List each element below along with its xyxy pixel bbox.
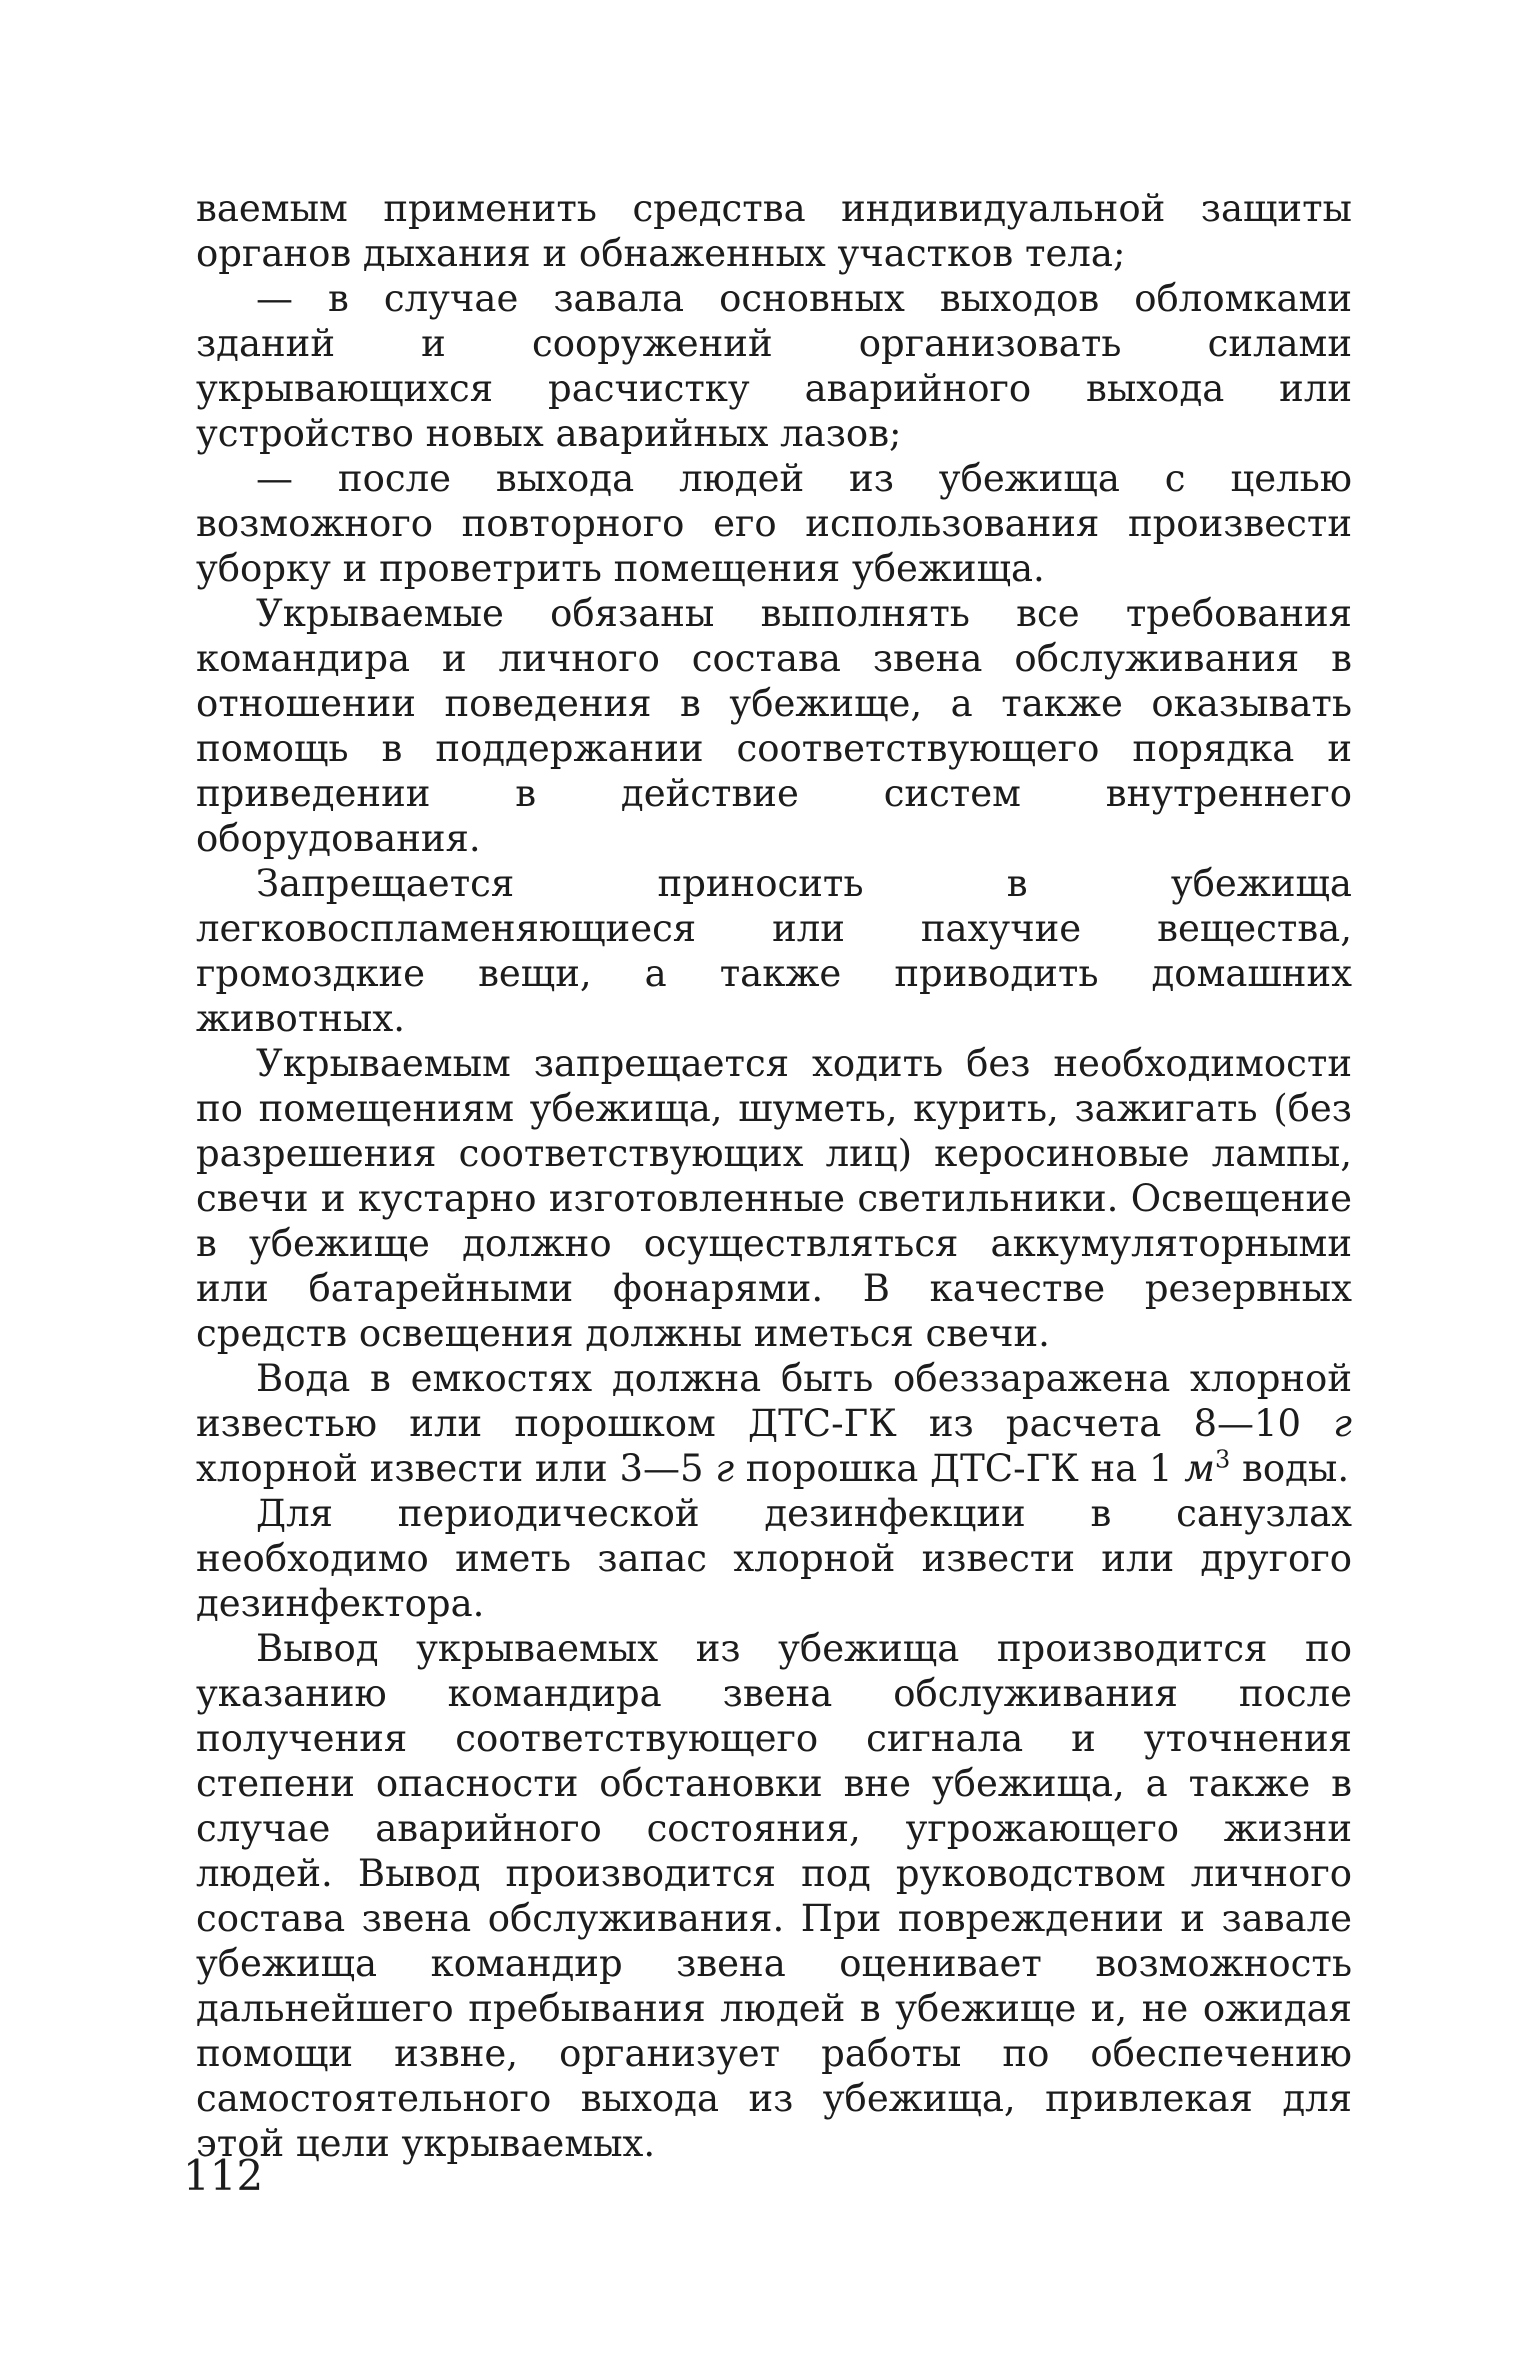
paragraph-7-part-c: порошка ДТС-ГК на 1 bbox=[734, 1447, 1185, 1490]
unit-gram-2: г bbox=[715, 1447, 735, 1490]
paragraph-7-part-b: хлорной извести или 3—5 bbox=[196, 1447, 716, 1490]
paragraph-7 bbox=[196, 1356, 1352, 1491]
paragraph-9: Вывод укрываемых из убежища производится по указанию командира звена обслуживания после получения соответствующего сигнала и уточнения степени опасности обстановки вне убежища, а также в случае аварийного состояния, угрожающего жизни людей. Вывод производится под руководством личного состава звена обслуживания. При повреждении и завале убежища командир звена оценивает возможность дальнейшего пребывания людей в убежище и, не ожидая помощи извне, организует работы по обеспечению самостоятельного выхода из убежища, привлекая для этой цели укрываемых. bbox=[196, 1627, 1352, 2165]
paragraph-1: ваемым применить средства индивидуальной защиты органов дыхания и обнаженных участков тела; bbox=[196, 187, 1352, 275]
paragraph-7-part-a: Вода в емкостях должна быть обеззаражена хлорной известью или порошком ДТС-ГК из расчета 8—10 bbox=[196, 1357, 1352, 1445]
paragraph-4: Укрываемые обязаны выполнять все требования командира и личного состава звена обслуживания в отношении поведения в убежище, а также оказывать помощь в поддержании соответствующего порядка и приведении в действие систем внутреннего оборудования. bbox=[196, 592, 1352, 860]
unit-gram-1: г bbox=[1333, 1402, 1352, 1445]
page-number: 112 bbox=[183, 2151, 264, 2200]
paragraph-7-part-d: воды. bbox=[1230, 1447, 1350, 1490]
paragraph-6: Укрываемым запрещается ходить без необходимости по помещениям убежища, шуметь, курить, зажигать (без разрешения соответствующих лиц) керосиновые лампы, свечи и кустарно изготовленные светильники. Освещение в убежище должно осуществляться аккумуляторными или батарейными фонарями. В качестве резервных средств освещения должны иметься свечи. bbox=[196, 1042, 1352, 1355]
page-body bbox=[196, 186, 1352, 2166]
paragraph-8: Для периодической дезинфекции в санузлах необходимо иметь запас хлорной извести или другого дезинфектора. bbox=[196, 1492, 1352, 1625]
unit-cubic-meter: м bbox=[1184, 1447, 1215, 1490]
paragraph-2: — в случае завала основных выходов обломками зданий и сооружений организовать силами укрывающихся расчистку аварийного выхода или устройство новых аварийных лазов; bbox=[196, 277, 1352, 455]
unit-cubic-exponent: 3 bbox=[1214, 1445, 1231, 1474]
paragraph-5: Запрещается приносить в убежища легковоспламеняющиеся или пахучие вещества, громоздкие вещи, а также приводить домашних животных. bbox=[196, 862, 1352, 1040]
paragraph-3: — после выхода людей из убежища с целью возможного повторного его использования произвести уборку и проветрить помещения убежища. bbox=[196, 457, 1352, 590]
